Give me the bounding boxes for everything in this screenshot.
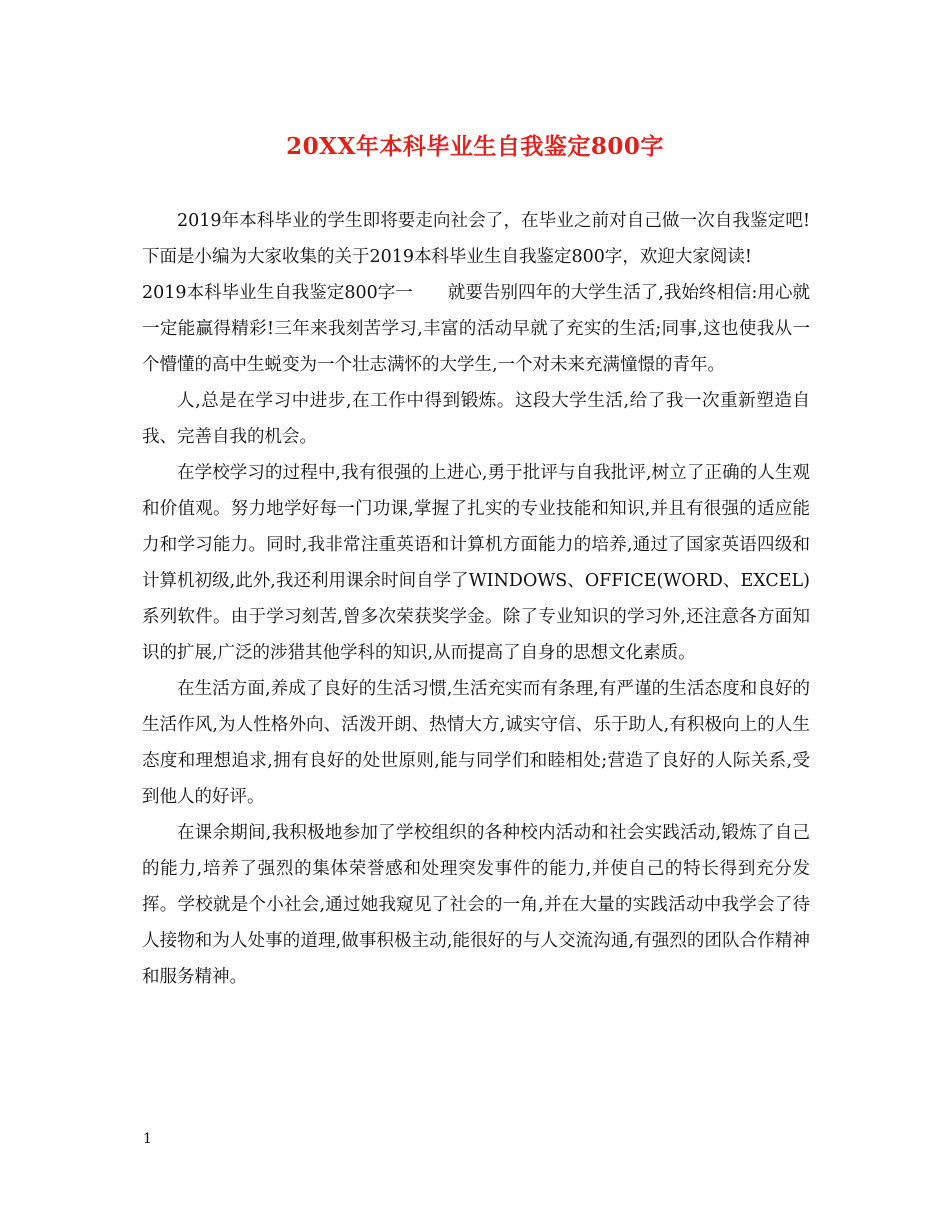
paragraph-section-one: 2019本科毕业生自我鉴定800字一 就要告别四年的大学生活了,我始终相信:用心就一定能赢得精彩!三年来我刻苦学习,丰富的活动早就了充实的生活;同事,这也使我从一个懵懂的高中生蜕变为一个壮志满怀的大学生,一个对未来充满憧憬的青年。 — [142, 283, 810, 375]
paragraph-activities: 在课余期间,我积极地参加了学校组织的各种校内活动和社会实践活动,锻炼了自己的能力,培养了强烈的集体荣誉感和处理突发事件的能力,并使自己的特长得到充分发挥。学校就是个小社会,通过她我窥见了社会的一角,并在大量的实践活动中我学会了待人接物和为人处事的道理,做事积极主动,能很好的与人交流沟通,有强烈的团队合作精神和服务精神。 — [142, 823, 810, 987]
paragraph-growth: 人,总是在学习中进步,在工作中得到锻炼。这段大学生活,给了我一次重新塑造自我、完善自我的机会。 — [142, 391, 810, 447]
paragraph-study: 在学校学习的过程中,我有很强的上进心,勇于批评与自我批评,树立了正确的人生观和价值观。努力地学好每一门功课,掌握了扎实的专业技能和知识,并且有很强的适应能力和学习能力。同时,我非常注重英语和计算机方面能力的培养,通过了国家英语四级和计算机初级,此外,我还利用课余时间自学了WINDOWS、OFFICE(WORD、EXCEL)系列软件。由于学习刻苦,曾多次荣获奖学金。除了专业知识的学习外,还注意各方面知识的扩展,广泛的涉猎其他学科的知识,从而提高了自身的思想文化素质。 — [142, 463, 810, 663]
page-number: 1 — [143, 1131, 152, 1147]
paragraph-intro: 2019年本科毕业的学生即将要走向社会了，在毕业之前对自己做一次自我鉴定吧!下面是小编为大家收集的关于2019本科毕业生自我鉴定800字，欢迎大家阅读! — [142, 211, 810, 267]
paragraph-life: 在生活方面,养成了良好的生活习惯,生活充实而有条理,有严谨的生活态度和良好的生活作风,为人性格外向、活泼开朗、热情大方,诚实守信、乐于助人,有积极向上的人生态度和理想追求,拥有良好的处世原则,能与同学们和睦相处;营造了良好的人际关系,受到他人的好评。 — [142, 679, 810, 807]
document-title: 20XX年本科毕业生自我鉴定800字 — [286, 133, 664, 160]
document-body — [142, 203, 810, 995]
